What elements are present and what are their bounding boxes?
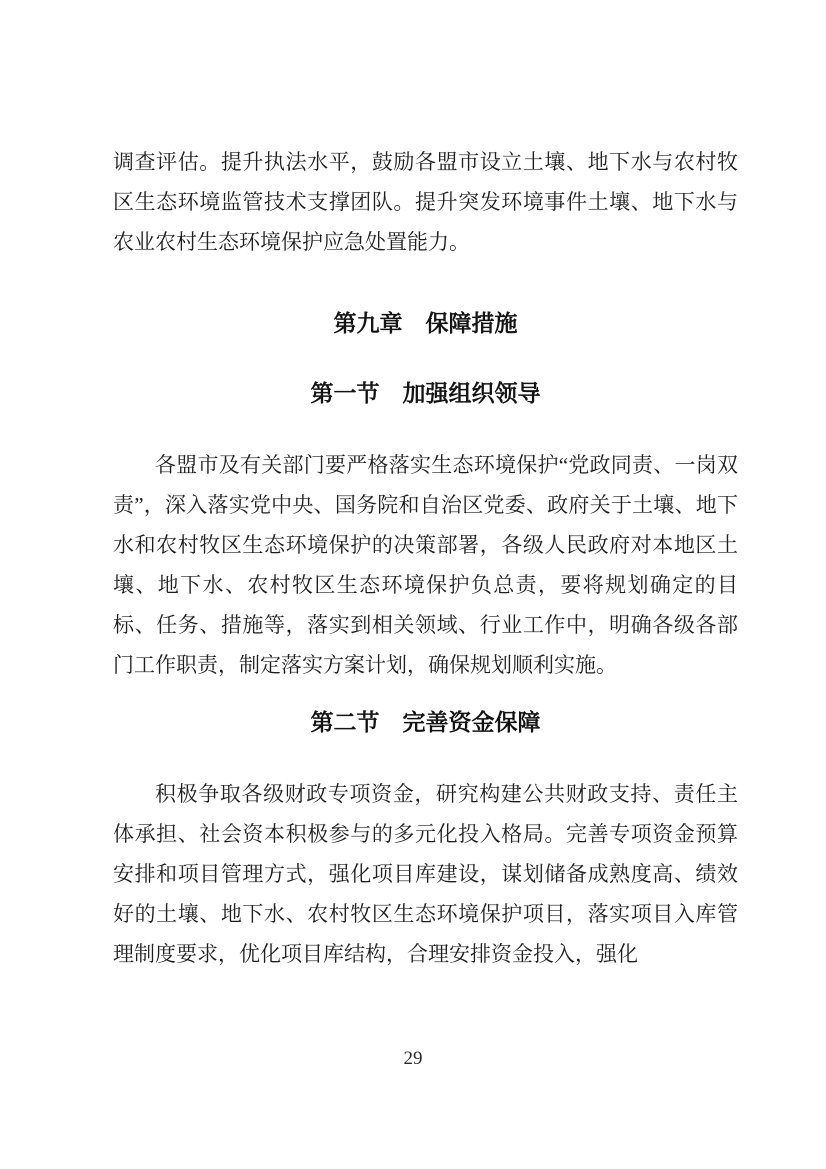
section-1-heading: 第一节 加强组织领导 [310,381,541,406]
intro-paragraph: 调查评估。提升执法水平，鼓励各盟市设立土壤、地下水与农村牧区生态环境监管技术支撑团队。提升突发环境事件土壤、地下水与农业农村生态环境保护应急处置能力。 [113,150,738,254]
chapter-heading: 第九章 保障措施 [333,310,518,336]
section-2-paragraph: 积极争取各级财政专项资金，研究构建公共财政支持、责任主体承担、社会资本积极参与的多元化投入格局。完善专项资金预算安排和项目管理方式，强化项目库建设，谋划储备成熟度高、绩效好的土壤、地下水、农村牧区生态环境保护项目，落实项目入库管理制度要求，优化项目库结构，合理安排资金投入，强化 [113,782,738,966]
section-1-paragraph: 各盟市及有关部门要严格落实生态环境保护“党政同责、一岗双责”，深入落实党中央、国务院和自治区党委、政府关于土壤、地下水和农村牧区生态环境保护的决策部署，各级人民政府对本地区土壤、地下水、农村牧区生态环境保护负总责，要将规划确定的目标、任务、措施等，落实到相关领域、行业工作中，明确各级各部门工作职责，制定落实方案计划，确保规划顺利实施。 [113,453,738,677]
page-number: 29 [403,1048,423,1069]
section-2-heading: 第二节 完善资金保障 [310,710,541,735]
